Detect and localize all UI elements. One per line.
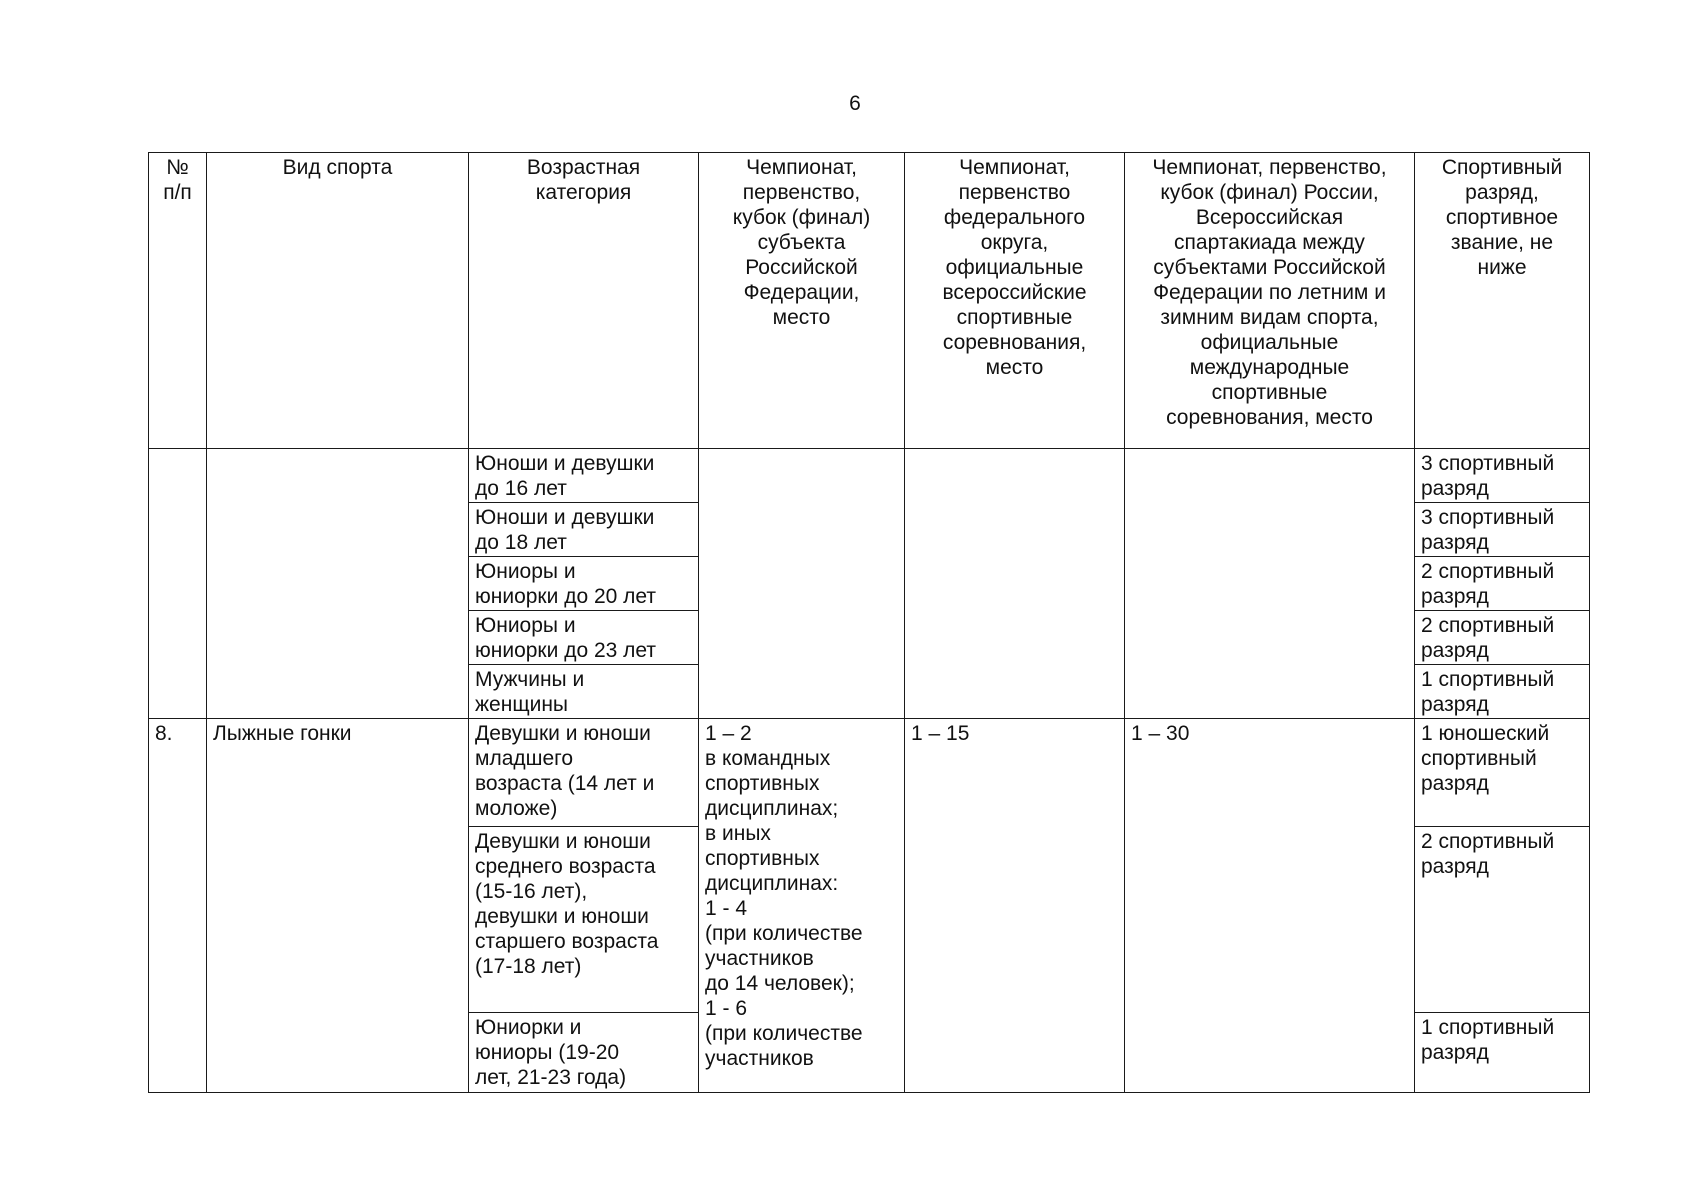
cell-text-line: спортивный — [1421, 747, 1537, 770]
cell-text-line: кубок (финал) — [732, 206, 871, 229]
national-place-cell: 1 – 30 — [1125, 719, 1415, 1093]
cell-text-line: юниорки до 20 лет — [475, 585, 657, 608]
cell-text-line: в командных — [705, 747, 831, 770]
cell-text-line: возраста (14 лет и — [475, 772, 655, 795]
age-category-cell — [469, 827, 699, 1013]
cell-text-line: спортивное — [1445, 206, 1559, 229]
cell-text-line: до 18 лет — [475, 531, 567, 554]
table-row — [149, 719, 1590, 827]
cell-text-line: международные — [1189, 356, 1350, 379]
cell-text-line: 2 спортивный — [1421, 560, 1555, 583]
cell-text-line: зимним видам спорта, — [1160, 306, 1379, 329]
cell-text-line: участников — [705, 1047, 814, 1070]
cell-text-line: (15-16 лет), — [475, 880, 588, 903]
cell-text-line: 1 спортивный — [1421, 668, 1555, 691]
cell-text-line: спортивные — [956, 306, 1073, 329]
sport-rank-cell — [1415, 611, 1590, 665]
cell-text-line: 1 - 4 — [705, 897, 748, 920]
cell-text-line: Федерации, — [743, 281, 860, 304]
cell-text-line: дисциплинах; — [705, 797, 839, 820]
cell-text-line: округа, — [980, 231, 1049, 254]
age-category-cell — [469, 503, 699, 557]
age-category-cell — [469, 557, 699, 611]
sport-rank-cell — [1415, 557, 1590, 611]
cell-text-line: разряд — [1421, 639, 1489, 662]
sport-rank-cell — [1415, 719, 1590, 827]
cell-text-line: кубок (финал) России, — [1160, 181, 1379, 204]
header-age-category — [469, 153, 699, 449]
header-national-competition — [1125, 153, 1415, 449]
cell-text-line: Юноши и девушки — [475, 506, 655, 529]
cell-text-line: разряд — [1421, 531, 1489, 554]
cell-text-line: женщины — [475, 693, 569, 716]
cell-text-line: (при количестве — [705, 922, 863, 945]
age-category-cell — [469, 449, 699, 503]
cell-text-line: Федерации по летним и — [1153, 281, 1386, 304]
sport-cell-empty — [207, 449, 469, 719]
cell-text-line: Чемпионат, первенство, — [1152, 156, 1387, 179]
sport-name: Лыжные гонки — [207, 719, 469, 1093]
age-category-cell — [469, 665, 699, 719]
header-sport: Вид спорта — [207, 153, 469, 449]
cell-text-line: 3 спортивный — [1421, 506, 1555, 529]
cell-text-line: лет, 21-23 года) — [475, 1066, 627, 1089]
cell-text-line: место — [772, 306, 831, 329]
page-number: 6 — [849, 92, 861, 115]
cell-text-line: разряд — [1421, 693, 1489, 716]
national-cell-empty — [1125, 449, 1415, 719]
sport-rank-cell — [1415, 503, 1590, 557]
cell-text-line: Чемпионат, — [959, 156, 1070, 179]
cell-text-line: (при количестве — [705, 1022, 863, 1045]
cell-text-line: спартакиада между — [1174, 231, 1365, 254]
cell-text-line: 1 юношеский — [1421, 722, 1550, 745]
cell-text-line: соревнования, — [942, 331, 1087, 354]
cell-text-line: среднего возраста — [475, 855, 656, 878]
regional-cell-empty — [699, 449, 905, 719]
age-category-cell — [469, 719, 699, 827]
cell-text-line: 2 спортивный — [1421, 614, 1555, 637]
cell-text-line: 2 спортивный — [1421, 830, 1555, 853]
sport-rank-cell — [1415, 827, 1590, 1013]
cell-text-line: Мужчины и — [475, 668, 585, 691]
cell-text-line: юниорки до 23 лет — [475, 639, 657, 662]
cell-text-line: ниже — [1477, 256, 1527, 279]
cell-text-line: 1 - 6 — [705, 997, 748, 1020]
cell-text-line: спортивных — [705, 772, 820, 795]
cell-text-line: разряд — [1421, 855, 1489, 878]
cell-text-line: дисциплинах: — [705, 872, 839, 895]
age-category-cell — [469, 1013, 699, 1093]
table-row — [149, 449, 1590, 503]
cell-text-line: Девушки и юноши — [475, 722, 651, 745]
sport-rank-cell — [1415, 449, 1590, 503]
cell-text-line: 1 спортивный — [1421, 1016, 1555, 1039]
sport-rank-cell — [1415, 665, 1590, 719]
cell-text-line: № — [166, 156, 189, 179]
cell-text-line: Чемпионат, — [746, 156, 857, 179]
cell-text-line: Российской — [745, 256, 858, 279]
cell-text-line: субъекта — [757, 231, 846, 254]
cell-text-line: участников — [705, 947, 814, 970]
cell-text-line: официальные — [1200, 331, 1339, 354]
cell-text-line: 3 спортивный — [1421, 452, 1555, 475]
cell-text-line: федерального — [943, 206, 1086, 229]
cell-text-line: Всероссийская — [1195, 206, 1344, 229]
cell-text-line: в иных — [705, 822, 771, 845]
row-number: 8. — [149, 719, 207, 1093]
cell-text-line: 1 – 2 — [705, 722, 752, 745]
federal-cell-empty — [905, 449, 1125, 719]
cell-text-line: младшего — [475, 747, 574, 770]
table-header-row — [149, 153, 1590, 449]
cell-text-line: спортивных — [705, 847, 820, 870]
cell-text-line: всероссийские — [942, 281, 1087, 304]
cell-text-line: первенство, — [742, 181, 861, 204]
sport-requirements-table — [148, 152, 1590, 1093]
cell-text-line: разряд, — [1465, 181, 1539, 204]
cell-text-line: старшего возраста — [475, 930, 659, 953]
cell-text-line: субъектами Российской — [1153, 256, 1386, 279]
cell-text-line: категория — [535, 181, 632, 204]
cell-text-line: первенство — [958, 181, 1071, 204]
cell-text-line: Юниоры и — [475, 560, 576, 583]
header-number — [149, 153, 207, 449]
cell-text-line: Спортивный — [1441, 156, 1563, 179]
cell-text-line: (17-18 лет) — [475, 955, 582, 978]
cell-text-line: девушки и юноши — [475, 905, 649, 928]
cell-text-line: разряд — [1421, 772, 1489, 795]
regional-place-cell — [699, 719, 905, 1093]
cell-text-line: моложе) — [475, 797, 558, 820]
sport-rank-cell — [1415, 1013, 1590, 1093]
cell-text-line: до 16 лет — [475, 477, 567, 500]
cell-text-line: звание, не — [1450, 231, 1554, 254]
header-sport-rank — [1415, 153, 1590, 449]
cell-text-line: разряд — [1421, 585, 1489, 608]
cell-text-line: официальные — [945, 256, 1084, 279]
cell-text-line: Юниоры и — [475, 614, 576, 637]
cell-text-line: Юниорки и — [475, 1016, 582, 1039]
cell-text-line: Девушки и юноши — [475, 830, 651, 853]
cell-text-line: п/п — [163, 181, 192, 204]
header-federal-competition — [905, 153, 1125, 449]
federal-place-cell: 1 – 15 — [905, 719, 1125, 1093]
cell-text-line: Юноши и девушки — [475, 452, 655, 475]
cell-text-line: спортивные — [1211, 381, 1328, 404]
cell-text-line: место — [985, 356, 1044, 379]
cell-text-line: юниоры (19-20 — [475, 1041, 620, 1064]
number-cell-empty — [149, 449, 207, 719]
cell-text-line: соревнования, место — [1166, 406, 1373, 429]
age-category-cell — [469, 611, 699, 665]
cell-text-line: Возрастная — [526, 156, 641, 179]
cell-text-line: до 14 человек); — [705, 972, 855, 995]
cell-text-line: разряд — [1421, 1041, 1489, 1064]
header-regional-competition — [699, 153, 905, 449]
cell-text-line: разряд — [1421, 477, 1489, 500]
